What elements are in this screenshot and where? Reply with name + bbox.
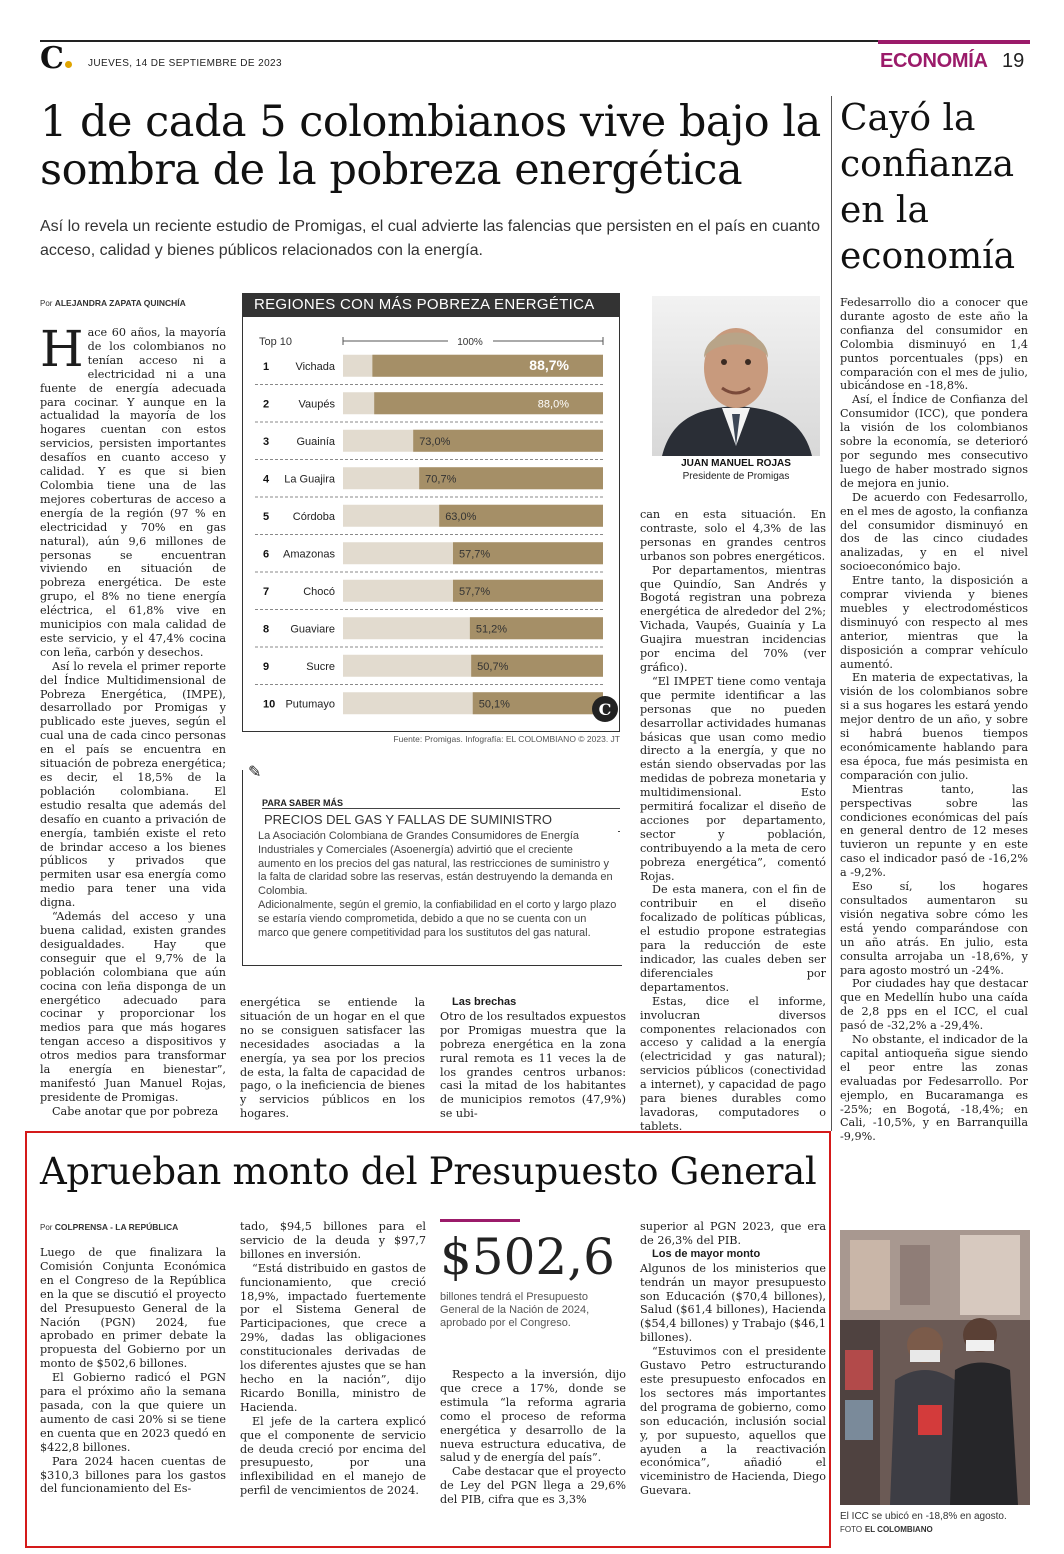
chart-source: Fuente: Promigas. Infografía: EL COLOMBIANO © 2023. JT xyxy=(393,734,620,744)
saber-mas-label: PARA SABER MÁS xyxy=(262,798,344,808)
paragraph: Otro de los resultados expuestos por Promigas muestra que la pobreza energética en la zona rural remota es 11 veces la de los grandes centros urbanos: casi la mitad de los habitantes de municipios remotos (47,9%) se ubi- xyxy=(440,1009,626,1121)
chart-frame xyxy=(242,317,620,732)
main-column-2 xyxy=(240,996,425,1121)
paragraph: “Estuvimos con el presidente Gustavo Petro estructurando este presupuesto enfocados en los sectores más importantes del programa de gobierno, como son educación, inclusión social y, por supuesto, aquellos que ayuden a la reactivación económica”, añadió el viceministro de Hacienda, Diego Guevara. xyxy=(640,1345,826,1498)
paragraph: En materia de expectativas, la visión de los colombianos sobre si a sus hogares les estará yendo mejor dentro de un año, y sobre si habrá buenos tiempos económicamente hablando para esa época, fue más pesimista en comparación con julio. xyxy=(840,671,1028,782)
paragraph: Luego de que finalizara la Comisión Conjunta Económica en el Congreso de la República en la que se discutió el proyecto del Presupuesto General de la Nación (PGN) 2024, fue aprobado en primer debate la propuesta del Gobierno por un monto de $502,6 billones. xyxy=(40,1246,226,1371)
chart-title: REGIONES CON MÁS POBREZA ENERGÉTICA xyxy=(242,293,620,317)
value-label: 73,0% xyxy=(419,435,451,448)
category-label: Guaviare xyxy=(290,623,335,636)
value-label: 88,0% xyxy=(537,398,569,411)
main-column-4 xyxy=(640,508,826,1134)
paragraph: De esta manera, con el fin de contribuir en el diseño focalizado de políticas públicas, el estudio propone estrategias para la reducción de este indicador, las cuales deben ser diferenciales por departamentos. xyxy=(640,883,826,994)
category-label: Amazonas xyxy=(283,548,335,561)
category-label: Chocó xyxy=(303,585,335,598)
side-column xyxy=(840,296,1028,1144)
publisher-logo-letter: C xyxy=(598,700,612,719)
paragraph: Algunos de los ministerios que tendrán un mayor presupuesto son Educación ($70,4 billones), Salud ($61,4 billones), Hacienda ($54,4 billones) y Trabajo ($46,1 billones). xyxy=(640,1261,826,1345)
category-label: La Guajira xyxy=(284,473,335,486)
paragraph: Así lo revela el primer reporte del Índice Multidimensional de Pobreza Energética, (IMPE), desarrollado por Promigas y publicado este jueves, según el cual una de cada cinco personas en el país se encuentra en situación de pobreza energética; es decir, el 18,5% de la población colombiana. El estudio resalta que además del desafío en cuanto a privación de energía, también existe el reto de brindar acceso a los bienes públicos y privados que permiten usar esa energía como medio para tener una vida digna. xyxy=(40,659,226,910)
paragraph: “El IMPET tiene como ventaja que permite identificar a las personas que no pueden desarrollar actividades humanas básicas que usan como medio directo a la energía, y que no están siendo observadas por las medidas de pobreza monetaria y multidimensional. Esto permitirá focalizar el diseño de acciones por departamento, sector y población, contribuyendo a la meta de cero pobreza energética”, comentó Rojas. xyxy=(640,674,826,883)
chart-subtitle: Top 10 xyxy=(259,336,293,348)
value-label: 57,7% xyxy=(458,585,491,598)
subhead-brechas: Las brechas xyxy=(452,996,517,1008)
paragraph: Mientras tanto, las perspectivas sobre las condiciones económicas del país en general dentro de 12 meses tuvieron un repunte y en este caso el indicador pasó de -16,2% a -9,2%. xyxy=(840,782,1028,880)
paragraph: tado, $94,5 billones para el servicio de la deuda y $97,7 billones en inversión. xyxy=(240,1220,426,1261)
store-photo-caption: El ICC se ubicó en -18,8% en agosto. FOTO EL COLOMBIANO xyxy=(840,1511,1007,1534)
paragraph-text: ace 60 años, la mayoría de los colombianos no tenían acceso ni a electricidad ni a una fuente de energía adecuada para cocinar. Y aunque en la actualidad la mayoría de los hogares cuentan con estos servicios, persisten importantes desafíos en cuanto acceso y calidad. Y es que si bien Colombia tiene una de las mejores coberturas de acceso a energía de la región (97 % en electricidad y 70% en gas natural), aún 9,6 millones de personas se encuentran viviendo en situación de pobreza energética. De este grupo, el 8% no tiene energía eléctrica, el 61,8% vive en municipios con mala calidad de este servicio, y el 47,4% cocina con leña, carbón y desechos. xyxy=(40,326,226,659)
main-column-1 xyxy=(40,320,226,1119)
budget-byline: Por COLPRENSA - LA REPÚBLICA xyxy=(40,1222,179,1232)
paragraph: El jefe de la cartera explicó que el componente de servicio de deuda creció por encima del presupuesto, por una inflexibilidad en el manejo de perfil de vencimientos de 2024. xyxy=(240,1414,426,1498)
bar-chart xyxy=(243,317,619,727)
paragraph: Adicionalmente, según el gremio, la confiabilidad en el corto y largo plazo se estaría viendo comprometida, debido a que no se cuenta con un marco que genere competitividad para los sustitutos del gas natural. xyxy=(258,898,617,939)
main-column-3 xyxy=(440,996,626,1121)
saber-mas-title: PRECIOS DEL GAS Y FALLAS DE SUMINISTRO xyxy=(262,808,620,832)
main-subtitle: Así lo revela un reciente estudio de Promigas, el cual advierte las falencias que persisten en el país en cuanto acceso, calidad y bienes públicos relacionados con la energía. xyxy=(40,218,821,259)
paragraph: can en esta situación. En contraste, solo el 4,3% de las personas en grandes centros urbanos son pobres energéticos. xyxy=(640,508,826,563)
store-photo xyxy=(840,1230,1030,1505)
rank-label: 2 xyxy=(263,398,270,411)
paragraph: Estas, dice el informe, involucran diversos componentes relacionados con acceso y calidad a la energía (electricidad y gas natural); servicios públicos (conectividad a internet), y capacidad de pago para bienes durables como lavadoras, computadores o tablets. xyxy=(640,994,826,1133)
paragraph: “Además del acceso y una buena calidad, existen grandes desigualdades. Hay que conseguir que el 9,7% de la población colombiana que aún cocina con leña disponga de un energético adecuado para cocinar y proporcionar los medios para que más hogares tengan acceso a dispositivos y otros medios para transformar la energía en bienestar”, manifestó Juan Manuel Rojas, presidente de Promigas. xyxy=(40,910,226,1104)
category-label: Guainía xyxy=(296,435,335,448)
section-bar xyxy=(878,40,1030,44)
paragraph: Fedesarrollo dio a conocer que durante agosto de este año la confianza del consumidor en Colombia disminuyó en 1,4 puntos porcentuales (pps) en comparación con el mes de julio, ubicándose en -18,8%. xyxy=(840,296,1028,393)
rank-label: 4 xyxy=(263,473,270,486)
paragraph: Cabe anotar que por pobreza xyxy=(52,1104,219,1118)
paragraph: El Gobierno radicó el PGN para el próximo año la semana pasada, con la que quiere un aumento de casi 20% si se tiene en cuenta que en 2023 quedó en $422,8 billones. xyxy=(40,1371,226,1454)
side-headline: Cayó la confianza en la economía xyxy=(840,98,1016,277)
rank-label: 1 xyxy=(263,360,270,373)
rank-label: 6 xyxy=(263,548,270,561)
paragraph: Entre tanto, la disposición a comprar vivienda y bienes muebles y electrodomésticos disminuyó con respecto al mes anterior, mientras que la disposición a comprar vehículo aumentó. xyxy=(840,574,1028,671)
paragraph: “Está distribuido en gastos de funcionamiento, que creció 18,9%, impactado fuertemente por el Sistema General de Participaciones, que crece a 29%, dadas las obligaciones constitucionales derivadas de los diferentes ajustes que se han hecho en la nación”, dijo Ricardo Bonilla, ministro de Hacienda. xyxy=(240,1261,426,1414)
paragraph: Por ciudades hay que destacar que en Medellín hubo una caída de 2,8 pps en el ICC, el cual pasó de -32,2% a -29,4%. xyxy=(840,977,1028,1033)
rank-label: 9 xyxy=(263,660,270,673)
value-label: 57,7% xyxy=(458,548,491,561)
budget-figure: $502,6 xyxy=(440,1228,615,1286)
category-label: Vaupés xyxy=(298,398,335,411)
paragraph: Cabe destacar que el proyecto de Ley del PGN llega a 29,6% del PIB, cifra que es 3,3% xyxy=(440,1465,626,1507)
paragraph: superior al PGN 2023, que era de 26,3% del PIB. xyxy=(640,1220,826,1247)
rank-label: 10 xyxy=(263,698,276,711)
paragraph: Para 2024 hacen cuentas de $310,3 billones para los gastos del funcionamiento del Es- xyxy=(40,1454,226,1496)
paragraph: Así, el Índice de Confianza del Consumidor (ICC), que pondera la visión de los colombianos sobre la economía, se deterioró por segundo mes consecutivo luego de haber mostrado signos de mejora en junio. xyxy=(840,393,1028,490)
rank-label: 5 xyxy=(263,510,270,523)
page-number: 19 xyxy=(1002,50,1025,72)
value-label: 50,1% xyxy=(478,698,510,711)
value-label: 51,2% xyxy=(475,623,508,636)
category-label: Vichada xyxy=(295,360,335,373)
section-name: ECONOMÍA xyxy=(880,50,988,72)
saber-mas-body xyxy=(258,830,618,940)
paragraph: energética se entiende la situación de un hogar en el que no se consiguen satisfacer las necesidades asociadas a la energía, ya sea por los precios de esta, la falta de capacidad de pago, o la ineficiencia de bienes y servicios públicos en los hogares. xyxy=(240,996,425,1121)
category-label: Sucre xyxy=(306,660,335,673)
photo-caption-name: JUAN MANUEL ROJAS xyxy=(681,458,791,469)
category-label: Putumayo xyxy=(285,698,335,711)
budget-column-2 xyxy=(240,1220,426,1498)
paragraph: No obstante, el indicador de la capital antioqueña sigue siendo el peor entre las zonas evaluadas por Fedesarrollo. Por ejemplo, en Bucaramanga es -25%; en Bogotá, -18,4%; en Cali, -10,5%, y en Barranquilla -9,9%. xyxy=(840,1033,1028,1144)
main-byline: Por ALEJANDRA ZAPATA QUINCHÍA xyxy=(40,298,186,308)
paragraph xyxy=(40,320,226,660)
edition-date: JUEVES, 14 DE SEPTIEMBRE DE 2023 xyxy=(88,58,282,69)
figure-rule xyxy=(440,1219,520,1222)
rank-label: 3 xyxy=(263,435,270,448)
budget-figure-caption: billones tendrá el Presupuesto General de la Nación de 2024, aprobado por el Congreso. xyxy=(440,1291,590,1329)
main-headline: 1 de cada 5 colombianos vive bajo la sombra de la pobreza energética xyxy=(40,97,821,195)
column-rule xyxy=(831,96,832,1131)
value-label: 88,7% xyxy=(529,356,569,373)
paragraph: Por departamentos, mientras que Quindío, San Andrés y Bogotá registran una pobreza energética de alrededor del 2%; Vichada, Vaupés, Guainía y La Guajira muestran incidencias por encima del 70% (ver gráfico). xyxy=(640,563,826,674)
category-label: Córdoba xyxy=(292,510,335,523)
subhead-mayor-monto: Los de mayor monto xyxy=(652,1247,761,1260)
value-label: 70,7% xyxy=(425,473,457,486)
rank-label: 7 xyxy=(263,585,270,598)
paragraph: Respecto a la inversión, dijo que crece a 17%, donde se estimula “la reforma agraria como el proceso de reforma energética y desarrollo de la nueva estructura educativa, de salud y de energía del país”. xyxy=(440,1368,626,1465)
value-label: 63,0% xyxy=(445,510,477,523)
budget-column-4 xyxy=(640,1220,826,1498)
value-label: 50,7% xyxy=(477,660,509,673)
logo-dot xyxy=(65,61,72,68)
portrait-photo xyxy=(652,296,820,456)
paragraph: De acuerdo con Fedesarrollo, en el mes de agosto, la confianza del consumidor disminuyó en dos de las cinco ciudades analizadas, y en el nivel socioeconómico bajo. xyxy=(840,490,1028,574)
photo-caption-role: Presidente de Promigas xyxy=(682,471,790,482)
budget-column-3 xyxy=(440,1368,626,1507)
drop-cap: H xyxy=(40,320,84,378)
logo: C xyxy=(40,44,72,74)
rank-label: 8 xyxy=(263,623,270,636)
budget-column-1 xyxy=(40,1246,226,1496)
budget-headline: Aprueban monto del Presupuesto General xyxy=(40,1150,817,1193)
paragraph: Eso sí, los hogares consultados aumentaron su visión negativa sobre cómo les está yendo comparándose con un año atrás. En julio, esta consulta arrojaba un -18,6%, y para agosto mostró un -24%. xyxy=(840,880,1028,977)
ref-label: 100% xyxy=(457,337,483,348)
paragraph: La Asociación Colombiana de Grandes Consumidores de Energía Industriales y Comerciales (Asoenergía) advirtió que el creciente aumento en los precios del gas natural, las restricciones de suministro y la falta de claridad sobre las reservas, están destruyendo la demanda en Colombia. xyxy=(258,830,613,898)
pin-icon: ✎ xyxy=(248,762,262,781)
